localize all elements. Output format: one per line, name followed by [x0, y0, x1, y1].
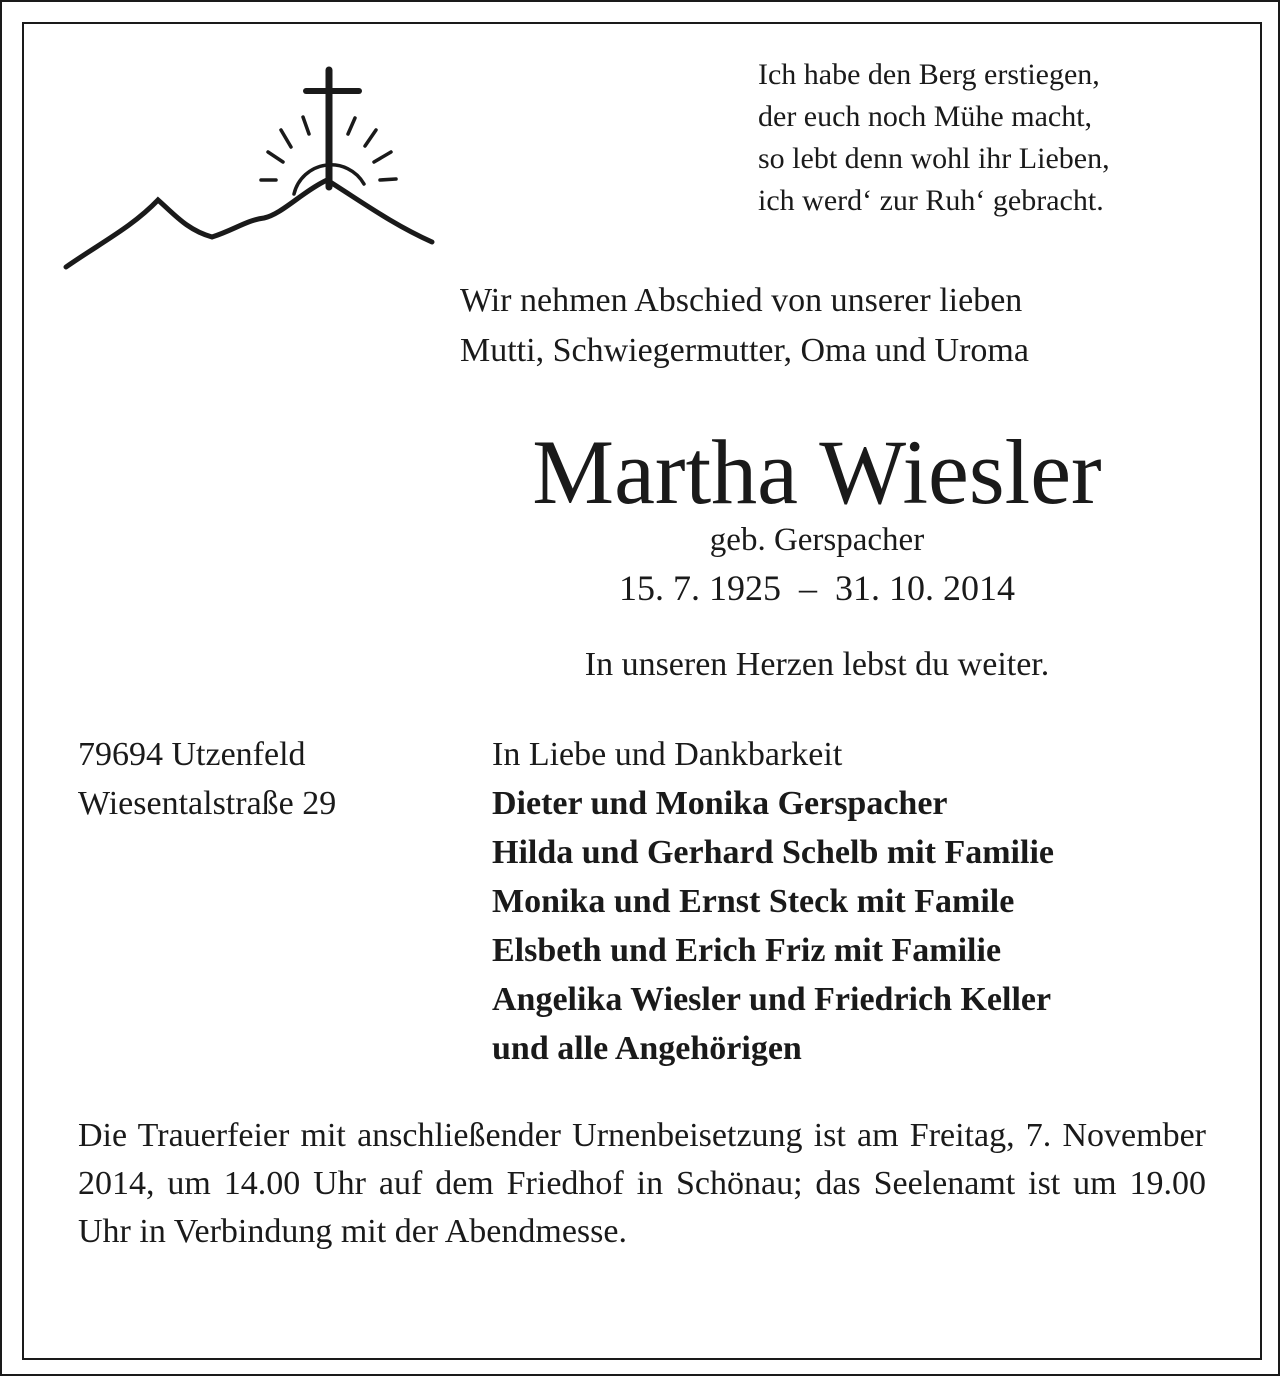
mourner-entry: Hilda und Gerhard Schelb mit Familie — [492, 834, 1054, 871]
birth-date: 15. 7. 1925 — [619, 568, 781, 608]
mourner-entry: Elsbeth und Erich Friz mit Familie — [492, 932, 1002, 969]
mourner-entry: Dieter und Monika Gerspacher — [492, 785, 948, 822]
poem — [758, 54, 1228, 222]
funeral-service-info: Die Trauerfeier mit anschließender Urnenbeisetzung ist am Freitag, 7. November 2014, um 14.00 Uhr auf dem Friedhof in Schönau; das Seelenamt ist um 19.00 Uhr in Verbindung mit der Abendmesse. — [78, 1117, 1206, 1250]
mourners-heading: In Liebe und Dankbarkeit — [492, 736, 843, 773]
date-dash: – — [799, 568, 817, 608]
intro-line: Wir nehmen Abschied von unserer lieben — [460, 282, 1023, 319]
mourners-list — [492, 730, 1232, 1073]
farewell-intro — [460, 276, 1220, 376]
deceased-name: Martha Wiesler — [532, 421, 1102, 523]
intro-line: Mutti, Schwiegermutter, Oma und Uroma — [460, 332, 1029, 369]
death-date: 31. 10. 2014 — [835, 568, 1015, 608]
address-city: 79694 Utzenfeld — [78, 736, 306, 773]
poem-line: der euch noch Mühe macht, — [758, 100, 1093, 133]
life-dates — [422, 564, 1212, 612]
mourner-entry: und alle Angehörigen — [492, 1030, 802, 1067]
mourner-entry: Monika und Ernst Steck mit Famile — [492, 883, 1015, 920]
memorial-motto: In unseren Herzen lebst du weiter. — [584, 646, 1050, 683]
poem-line: ich werd‘ zur Ruh‘ gebracht. — [758, 184, 1104, 217]
poem-line: so lebt denn wohl ihr Lieben, — [758, 142, 1110, 175]
cross-mountain-sun-icon — [62, 62, 442, 277]
address-street: Wiesentalstraße 29 — [78, 785, 337, 822]
maiden-name: geb. Gerspacher — [709, 522, 925, 558]
poem-line: Ich habe den Berg erstiegen, — [758, 58, 1100, 91]
mourner-entry: Angelika Wiesler und Friedrich Keller — [492, 981, 1052, 1018]
family-address — [78, 730, 478, 828]
